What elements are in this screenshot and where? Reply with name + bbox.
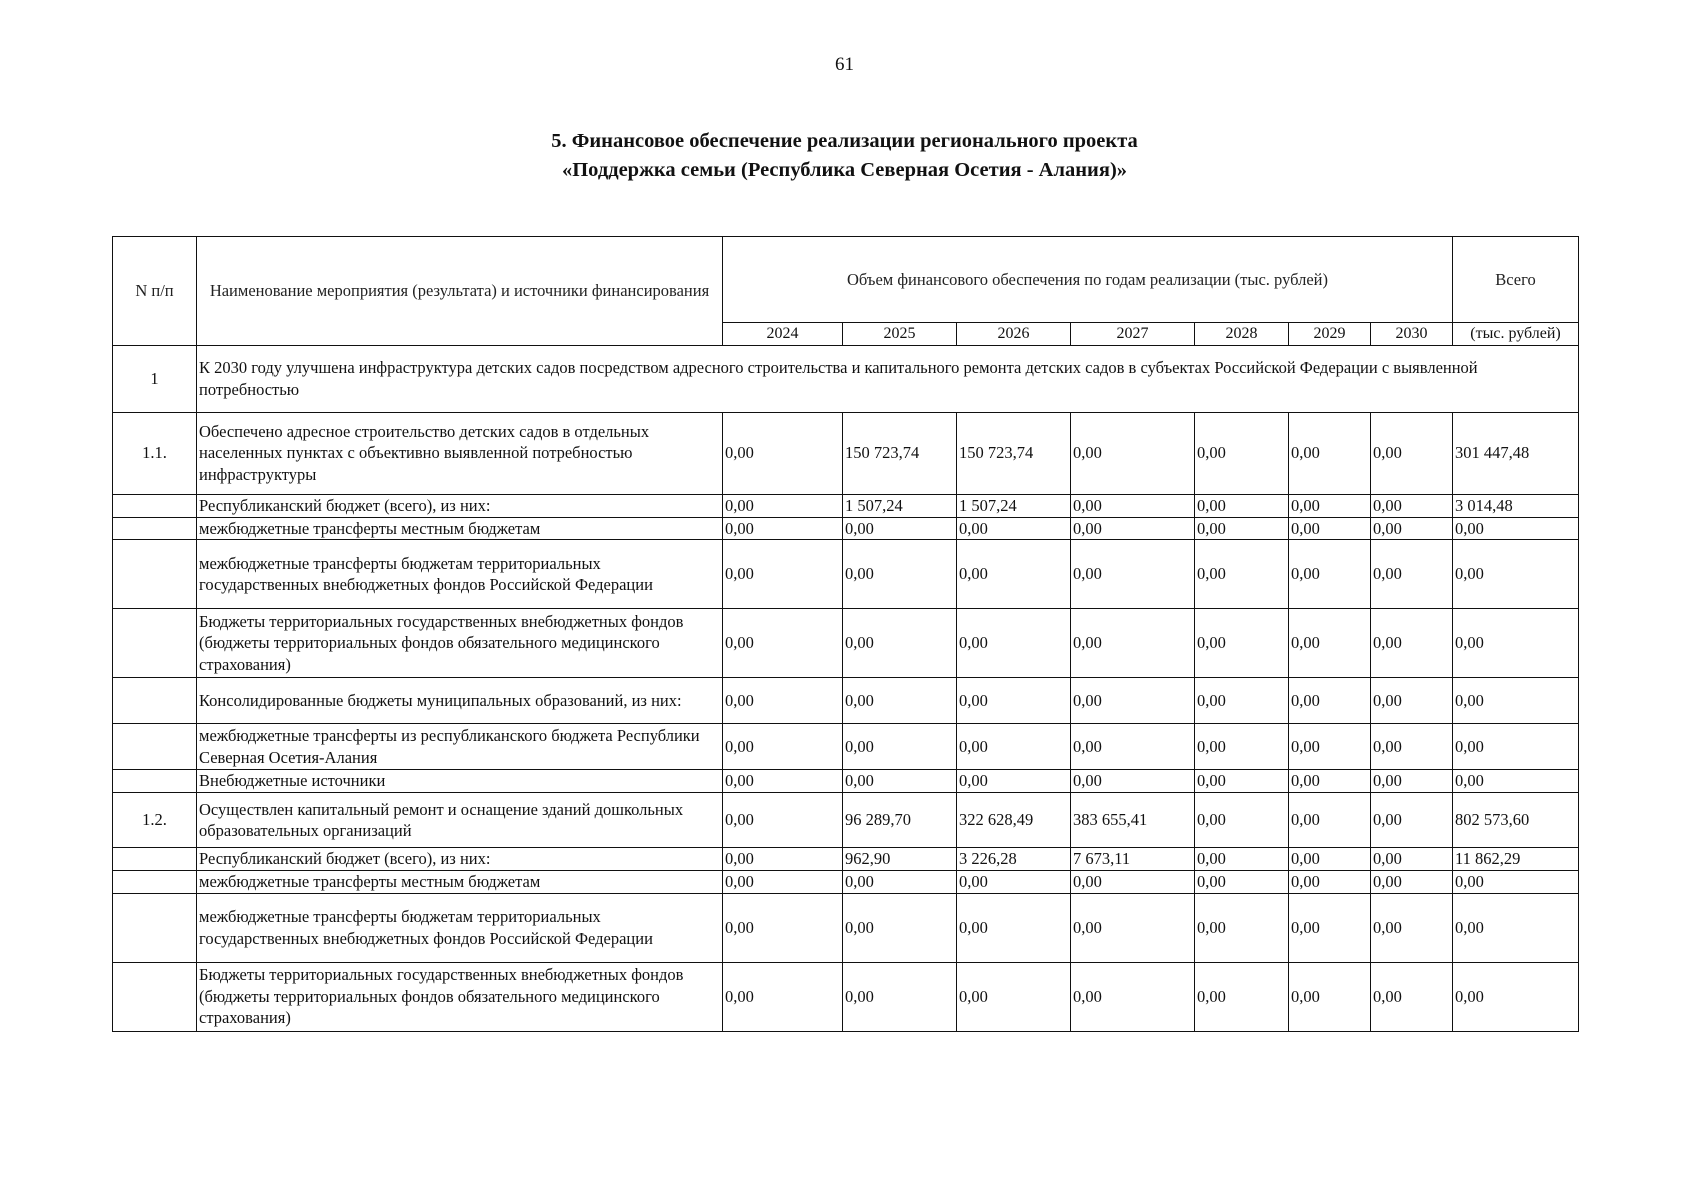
row-total: 3 014,48 [1453,494,1579,517]
row-value: 0,00 [1289,848,1371,871]
row-value: 7 673,11 [1071,848,1195,871]
row-value: 0,00 [1371,962,1453,1031]
row-value: 0,00 [957,724,1071,770]
row-num [113,678,197,724]
header-year: 2027 [1071,323,1195,346]
row-num [113,770,197,793]
row-num [113,609,197,678]
table-row [113,724,1579,770]
row-value: 0,00 [843,871,957,894]
header-year: 2029 [1289,323,1371,346]
row-num [113,494,197,517]
row-value: 0,00 [1195,517,1289,540]
row-value: 0,00 [843,724,957,770]
row-total: 0,00 [1453,770,1579,793]
section-text: К 2030 году улучшена инфраструктура детских садов посредством адресного строительства и капитального ремонта детских садов в субъектах Российской Федерации с выявленной потребностью [197,345,1579,412]
row-value: 0,00 [1289,494,1371,517]
row-value: 96 289,70 [843,793,957,848]
header-num: N п/п [113,237,197,346]
row-value: 0,00 [1071,678,1195,724]
row-value: 0,00 [1195,609,1289,678]
row-value: 0,00 [1289,412,1371,494]
row-value: 3 226,28 [957,848,1071,871]
row-value: 0,00 [723,540,843,609]
header-year: 2025 [843,323,957,346]
row-value: 0,00 [1195,540,1289,609]
row-value: 0,00 [723,770,843,793]
row-value: 0,00 [1371,517,1453,540]
table-row [113,678,1579,724]
row-value: 1 507,24 [957,494,1071,517]
row-value: 0,00 [1195,494,1289,517]
row-value: 0,00 [1289,517,1371,540]
row-value: 0,00 [1071,770,1195,793]
row-value: 0,00 [1289,793,1371,848]
row-value: 0,00 [1289,770,1371,793]
row-value: 0,00 [1071,540,1195,609]
row-name: Обеспечено адресное строительство детских садов в отдельных населенных пунктах с объективно выявленной потребностью инфраструктуры [197,412,723,494]
row-value: 0,00 [843,609,957,678]
table-row [113,517,1579,540]
row-value: 0,00 [723,871,843,894]
header-name: Наименование мероприятия (результата) и источники финансирования [197,237,723,346]
row-value: 0,00 [1195,962,1289,1031]
row-value: 0,00 [957,540,1071,609]
row-value: 0,00 [957,609,1071,678]
header-year: 2030 [1371,323,1453,346]
row-total: 0,00 [1453,678,1579,724]
row-value: 0,00 [1071,609,1195,678]
row-value: 0,00 [957,517,1071,540]
row-name: межбюджетные трансферты бюджетам территориальных государственных внебюджетных фондов Российской Федерации [197,893,723,962]
row-value: 0,00 [957,893,1071,962]
row-value: 0,00 [843,517,957,540]
row-total: 0,00 [1453,962,1579,1031]
row-value: 0,00 [723,412,843,494]
row-value: 0,00 [1371,540,1453,609]
row-value: 0,00 [1289,678,1371,724]
row-num [113,848,197,871]
header-year: 2024 [723,323,843,346]
row-total: 0,00 [1453,540,1579,609]
title-line-1: 5. Финансовое обеспечение реализации регионального проекта [551,130,1138,152]
row-value: 0,00 [1071,412,1195,494]
table-row [113,609,1579,678]
row-value: 0,00 [1289,609,1371,678]
row-name: Республиканский бюджет (всего), из них: [197,494,723,517]
row-name: Внебюджетные источники [197,770,723,793]
row-value: 0,00 [1071,517,1195,540]
row-value: 0,00 [1195,724,1289,770]
row-num: 1.2. [113,793,197,848]
row-value: 0,00 [1071,962,1195,1031]
row-value: 150 723,74 [957,412,1071,494]
page-title [0,127,1689,185]
table-row [113,494,1579,517]
row-value: 322 628,49 [957,793,1071,848]
row-value: 0,00 [1071,893,1195,962]
row-value: 0,00 [723,609,843,678]
row-value: 0,00 [1195,848,1289,871]
row-value: 0,00 [1195,412,1289,494]
row-total: 0,00 [1453,517,1579,540]
row-value: 962,90 [843,848,957,871]
header-volume: Объем финансового обеспечения по годам реализации (тыс. рублей) [723,237,1453,323]
header-total: Всего [1453,237,1579,323]
row-value: 0,00 [1071,724,1195,770]
row-value: 0,00 [1371,893,1453,962]
row-value: 0,00 [1195,871,1289,894]
row-value: 0,00 [843,540,957,609]
title-line-2: «Поддержка семьи (Республика Северная Осетия - Алания)» [561,159,1128,181]
row-value: 0,00 [843,678,957,724]
row-name: Бюджеты территориальных государственных внебюджетных фондов (бюджеты территориальных фондов обязательного медицинского страхования) [197,962,723,1031]
row-num [113,724,197,770]
row-num [113,893,197,962]
header-total-unit: (тыс. рублей) [1453,323,1579,346]
table-row [113,871,1579,894]
page-number: 61 [835,54,854,75]
row-value: 0,00 [1195,893,1289,962]
row-value: 0,00 [1289,540,1371,609]
row-total: 11 862,29 [1453,848,1579,871]
row-num [113,517,197,540]
row-value: 0,00 [1071,871,1195,894]
row-value: 0,00 [723,962,843,1031]
row-value: 0,00 [723,793,843,848]
section-num: 1 [113,345,197,412]
row-value: 0,00 [723,494,843,517]
row-name: Осуществлен капитальный ремонт и оснащение зданий дошкольных образовательных организаций [197,793,723,848]
row-value: 0,00 [843,962,957,1031]
row-name: Консолидированные бюджеты муниципальных образований, из них: [197,678,723,724]
row-value: 0,00 [1371,494,1453,517]
table-row [113,962,1579,1031]
table-row [113,893,1579,962]
row-total: 0,00 [1453,724,1579,770]
table-row [113,848,1579,871]
row-value: 0,00 [1195,793,1289,848]
row-value: 0,00 [1289,893,1371,962]
row-num [113,871,197,894]
row-value: 383 655,41 [1071,793,1195,848]
table-row [113,770,1579,793]
row-value: 0,00 [957,962,1071,1031]
row-total: 0,00 [1453,893,1579,962]
row-num [113,540,197,609]
row-value: 0,00 [1371,412,1453,494]
row-total: 0,00 [1453,609,1579,678]
row-name: межбюджетные трансферты местным бюджетам [197,871,723,894]
row-total: 802 573,60 [1453,793,1579,848]
header-year: 2028 [1195,323,1289,346]
row-value: 150 723,74 [843,412,957,494]
table-row [113,540,1579,609]
row-value: 0,00 [1289,724,1371,770]
row-value: 0,00 [723,678,843,724]
row-name: межбюджетные трансферты бюджетам территориальных государственных внебюджетных фондов Российской Федерации [197,540,723,609]
row-value: 0,00 [1371,871,1453,894]
row-value: 0,00 [723,848,843,871]
row-num [113,962,197,1031]
row-name: Республиканский бюджет (всего), из них: [197,848,723,871]
row-value: 1 507,24 [843,494,957,517]
row-value: 0,00 [723,893,843,962]
row-value: 0,00 [1371,678,1453,724]
row-value: 0,00 [1071,494,1195,517]
row-value: 0,00 [1371,724,1453,770]
row-value: 0,00 [1371,848,1453,871]
row-num: 1.1. [113,412,197,494]
row-value: 0,00 [843,770,957,793]
row-name: межбюджетные трансферты местным бюджетам [197,517,723,540]
row-value: 0,00 [723,517,843,540]
row-value: 0,00 [1371,793,1453,848]
section-row [113,345,1579,412]
row-value: 0,00 [1289,962,1371,1031]
row-value: 0,00 [1195,770,1289,793]
table-row [113,412,1579,494]
financing-table [112,236,1579,1032]
row-value: 0,00 [1289,871,1371,894]
row-total: 0,00 [1453,871,1579,894]
row-value: 0,00 [843,893,957,962]
row-value: 0,00 [957,871,1071,894]
row-name: межбюджетные трансферты из республиканского бюджета Республики Северная Осетия-Алания [197,724,723,770]
row-value: 0,00 [1371,609,1453,678]
row-total: 301 447,48 [1453,412,1579,494]
row-value: 0,00 [1195,678,1289,724]
row-value: 0,00 [723,724,843,770]
row-name: Бюджеты территориальных государственных внебюджетных фондов (бюджеты территориальных фондов обязательного медицинского страхования) [197,609,723,678]
row-value: 0,00 [1371,770,1453,793]
header-year: 2026 [957,323,1071,346]
table-row [113,793,1579,848]
row-value: 0,00 [957,770,1071,793]
row-value: 0,00 [957,678,1071,724]
